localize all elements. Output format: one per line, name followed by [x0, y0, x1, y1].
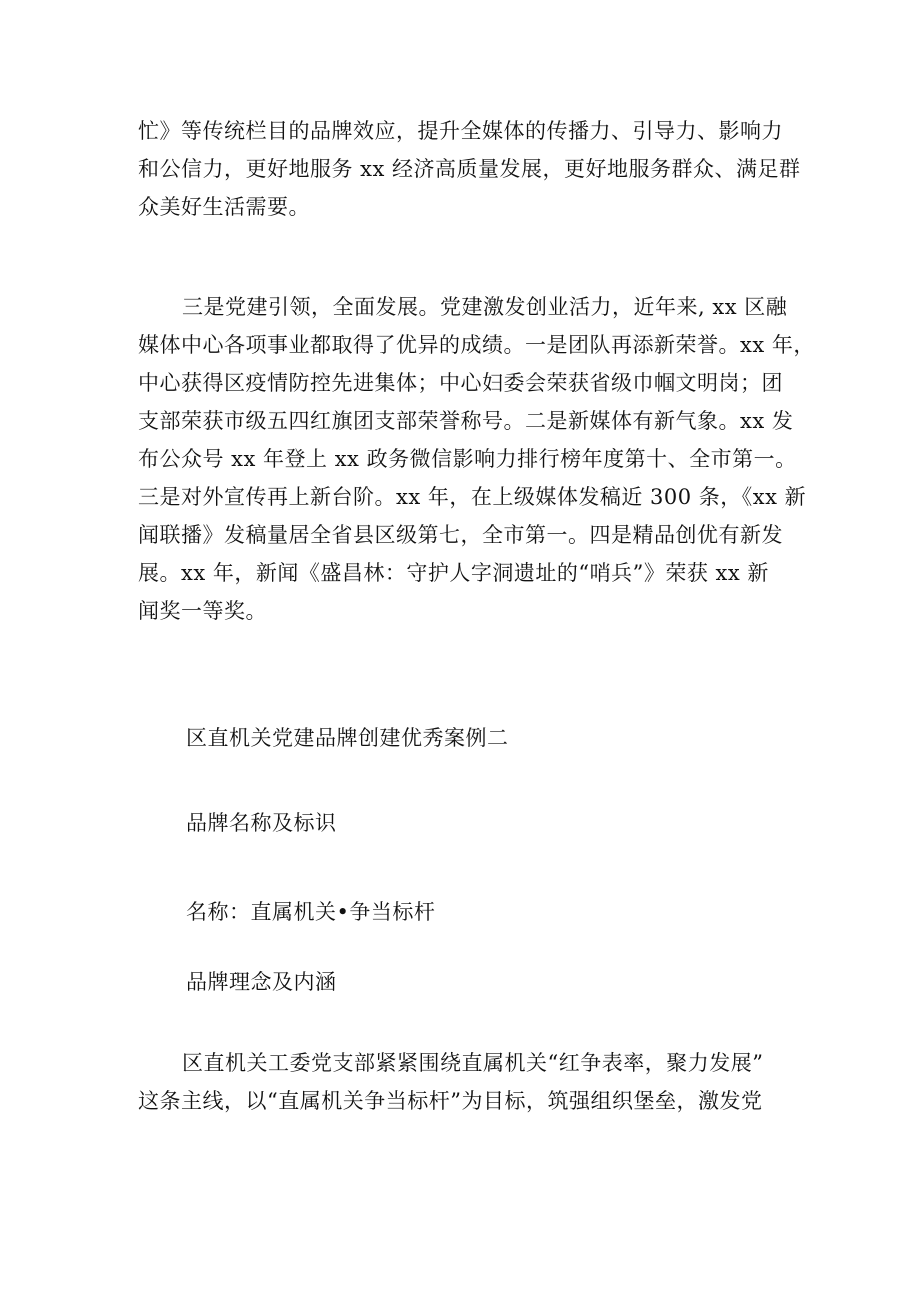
paragraph-line: 和公信力，更好地服务 xx 经济高质量发展，更好地服务群众、满足群	[138, 157, 801, 181]
paragraph-line: 三是党建引领，全面发展。党建激发创业活力，近年来, xx 区融	[182, 295, 788, 319]
brand-name-logo-heading: 品牌名称及标识	[186, 811, 337, 835]
paragraph-line: 闻奖一等奖。	[138, 599, 267, 623]
paragraph-line: 这条主线，以“直属机关争当标杆”为目标，筑强组织堡垒，激发党	[138, 1089, 763, 1113]
brand-name: 名称：直属机关•争当标杆	[186, 900, 436, 924]
paragraph-brand-concept	[138, 1044, 788, 1120]
paragraph-line: 支部荣获市级五四红旗团支部荣誉称号。二是新媒体有新气象。xx 发	[138, 409, 794, 433]
paragraph-line: 布公众号 xx 年登上 xx 政务微信影响力排行榜年度第十、全市第一。	[138, 447, 797, 471]
paragraph-line: 忙》等传统栏目的品牌效应，提升全媒体的传播力、引导力、影响力	[138, 119, 783, 143]
paragraph-line: 中心获得区疫情防控先进集体；中心妇委会荣获省级巾帼文明岗；团	[138, 371, 783, 395]
paragraph-party-building	[138, 288, 815, 630]
paragraph-line: 区直机关工委党支部紧紧围绕直属机关“红争表率，聚力发展”	[182, 1051, 764, 1075]
paragraph-line: 闻联播》发稿量居全省县区级第七，全市第一。四是精品创优有新发	[138, 523, 783, 547]
case-heading: 区直机关党建品牌创建优秀案例二	[186, 726, 509, 750]
paragraph-line: 展。xx 年，新闻《盛昌林：守护人字洞遗址的“哨兵”》荣获 xx 新	[138, 561, 769, 585]
paragraph-line: 媒体中心各项事业都取得了优异的成绩。一是团队再添新荣誉。xx 年，	[138, 333, 815, 357]
brand-concept-heading: 品牌理念及内涵	[186, 970, 337, 994]
paragraph-line: 众美好生活需要。	[138, 195, 310, 219]
paragraph-line: 三是对外宣传再上新台阶。xx 年，在上级媒体发稿近 300 条，《xx 新	[138, 485, 807, 509]
paragraph-media-brand	[138, 112, 801, 226]
